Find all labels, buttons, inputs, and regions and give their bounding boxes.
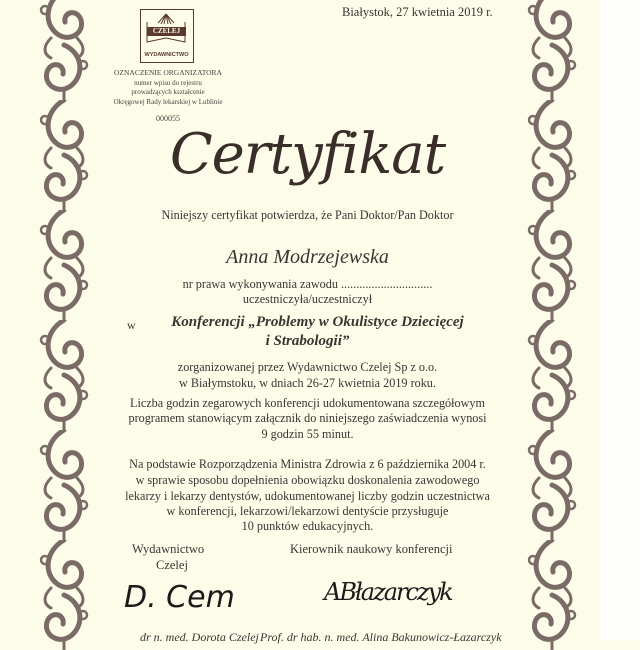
registry-number: 000055 (156, 114, 180, 123)
publisher-logo (140, 9, 194, 63)
participation-text: uczestniczyła/uczestniczył (242, 292, 373, 306)
conference-name-cont: i Strabologii” (265, 333, 350, 349)
ornamental-border-left (37, 0, 91, 650)
organizer-line: prowadzących kształcenie (131, 88, 205, 96)
hours-text: programem stanowiącym załącznik do niniejszego zaświadczenia wynosi (128, 411, 487, 425)
publisher-name: dr n. med. Dorota Czelej (140, 630, 259, 644)
hours-total: 9 godzin 55 minut. (261, 427, 354, 441)
page-edge (600, 0, 640, 640)
publisher-title: Wydawnictwo (132, 542, 205, 556)
recipient-name: Anna Modrzejewska (226, 246, 389, 268)
points-text: 10 punktów edukacyjnych. (241, 519, 374, 533)
intro-text: Niniejszy certyfikat potwierdza, że Pani Doktor/Pan Doktor (161, 208, 454, 222)
certificate-title: Certyfikat (169, 122, 446, 187)
legal-text: w konferencji, lekarzowi/lekarzowi dentyście przysługuje (166, 504, 449, 518)
director-signature: ABłazarczyk (324, 578, 452, 606)
director-title: Kierownik naukowy konferencji (290, 542, 453, 556)
legal-text: lekarzy i lekarzy dentystów, udokumentowanej liczby godzin uczestnictwa (125, 489, 490, 503)
conference-prefix: w (127, 318, 136, 332)
organizer-text: zorganizowanej przez Wydawnictwo Czelej Sp z o.o. (177, 360, 438, 374)
legal-text: w sprawie sposobu dopełnienia obowiązku doskonalenia zawodowego (135, 473, 480, 487)
logo-subtitle: WYDAWNICTWO (144, 52, 189, 58)
publisher-signature: D. Cem (124, 580, 235, 615)
organizer-line: Okręgowej Rady lekarskiej w Lublinie (113, 98, 223, 106)
publisher-title: Czelej (156, 558, 188, 572)
legal-text: Na podstawie Rozporządzenia Ministra Zdrowia z 6 października 2004 r. (129, 457, 486, 471)
conference-name: Konferencji „Problemy w Okulistyce Dziecięcej (171, 314, 464, 330)
license-line: nr prawa wykonywania zawodu .............................. (182, 277, 433, 291)
organizer-line: numer wpisu do rejestru (134, 79, 202, 87)
date-place: Białystok, 27 kwietnia 2019 r. (342, 5, 493, 19)
director-name: Prof. dr hab. n. med. Alina Bakunowicz-Łazarczyk (260, 630, 502, 644)
logo-brand: CZELEJ (147, 27, 186, 36)
organizer-text: w Białymstoku, w dniach 26-27 kwietnia 2019 roku. (179, 376, 436, 390)
hours-text: Liczba godzin zegarowych konferencji udokumentowana szczegółowym (130, 396, 485, 410)
organizer-label: OZNACZENIE ORGANIZATORA (114, 68, 222, 77)
